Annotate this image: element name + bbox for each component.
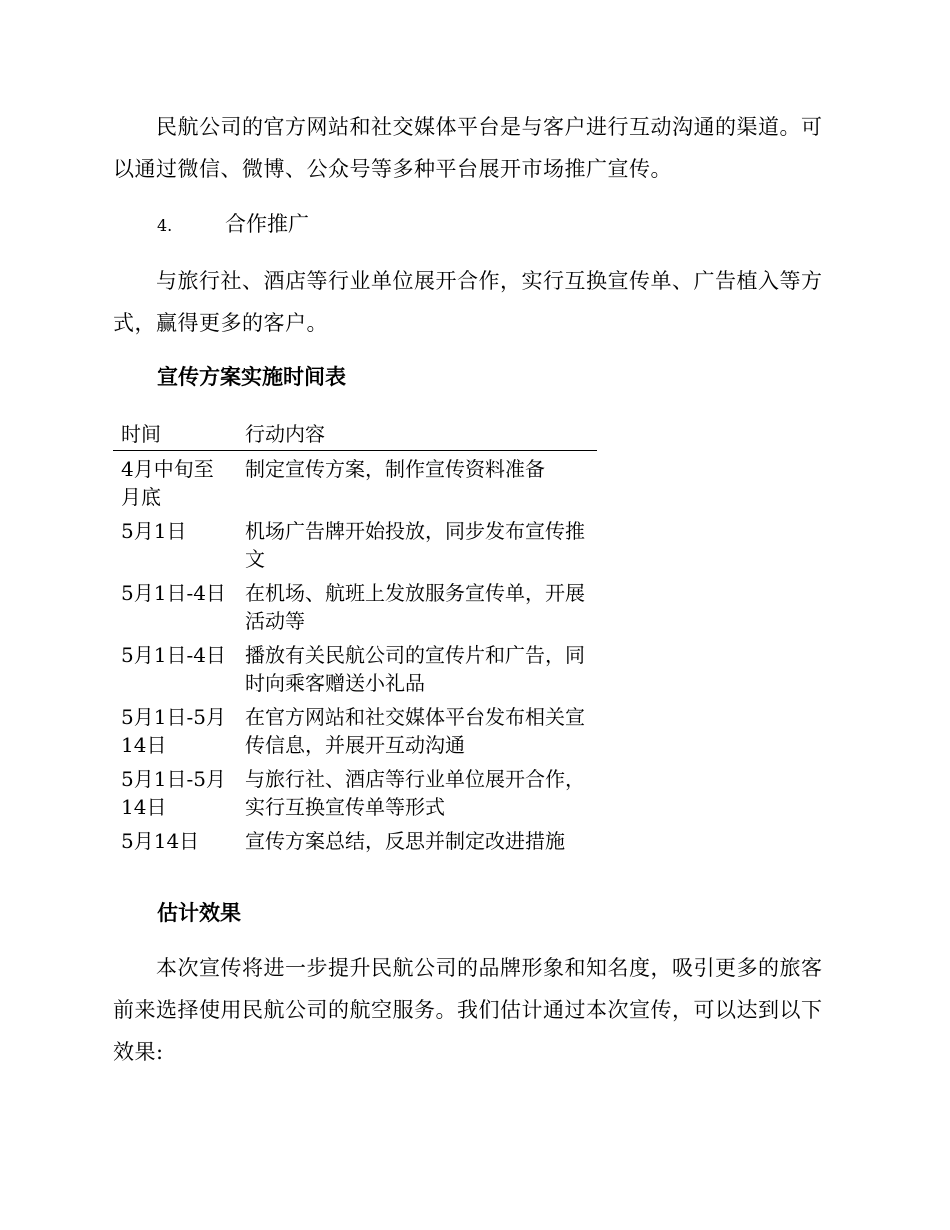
list-item-label: 合作推广: [225, 212, 309, 236]
schedule-table: [113, 420, 597, 857]
paragraph-cooperation: 与旅行社、酒店等行业单位展开合作，实行互换宣传单、广告植入等方式，赢得更多的客户。: [113, 269, 823, 335]
table-cell-time: 5月1日-5月14日: [121, 767, 226, 819]
list-item-cooperation: [157, 210, 309, 240]
paragraph-effect: 本次宣传将进一步提升民航公司的品牌形象和知名度，吸引更多的旅客前来选择使用民航公司的航空服务。我们估计通过本次宣传，可以达到以下效果:: [113, 956, 823, 1064]
table-cell-action: 播放有关民航公司的宣传片和广告，同时向乘客赠送小礼品: [245, 643, 585, 695]
table-cell-action: 在机场、航班上发放服务宣传单，开展活动等: [245, 581, 585, 633]
paragraph-online-channels: 民航公司的官方网站和社交媒体平台是与客户进行互动沟通的渠道。可以通过微信、微博、公众号等多种平台展开市场推广宣传。: [113, 115, 823, 181]
table-row: [113, 699, 597, 761]
table-cell-action: 机场广告牌开始投放，同步发布宣传推文: [245, 519, 585, 571]
heading-effect: 估计效果: [157, 900, 241, 925]
table-cell-time: 5月14日: [121, 829, 200, 853]
table-row: [113, 513, 597, 575]
table-row: [113, 637, 597, 699]
table-cell-action: 在官方网站和社交媒体平台发布相关宣传信息，并展开互动沟通: [245, 705, 585, 757]
table-row: [113, 823, 597, 857]
table-cell-action: 宣传方案总结，反思并制定改进措施: [245, 829, 565, 853]
table-row: [113, 761, 597, 823]
table-cell-time: 5月1日-5月14日: [121, 705, 226, 757]
table-header-time: 时间: [113, 420, 237, 451]
table-cell-time: 5月1日-4日: [121, 581, 226, 605]
table-cell-action: 与旅行社、酒店等行业单位展开合作，实行互换宣传单等形式: [245, 767, 585, 819]
table-row: [113, 451, 597, 514]
table-cell-action: 制定宣传方案，制作宣传资料准备: [245, 457, 545, 481]
table-cell-time: 5月1日-4日: [121, 643, 226, 667]
list-item-number: 4.: [157, 216, 173, 235]
heading-schedule: 宣传方案实施时间表: [157, 364, 346, 389]
table-cell-time: 4月中旬至月底: [121, 457, 214, 509]
table-header-action: 行动内容: [237, 420, 597, 451]
table-cell-time: 5月1日: [121, 519, 187, 543]
table-header-row: [113, 420, 597, 451]
table-row: [113, 575, 597, 637]
